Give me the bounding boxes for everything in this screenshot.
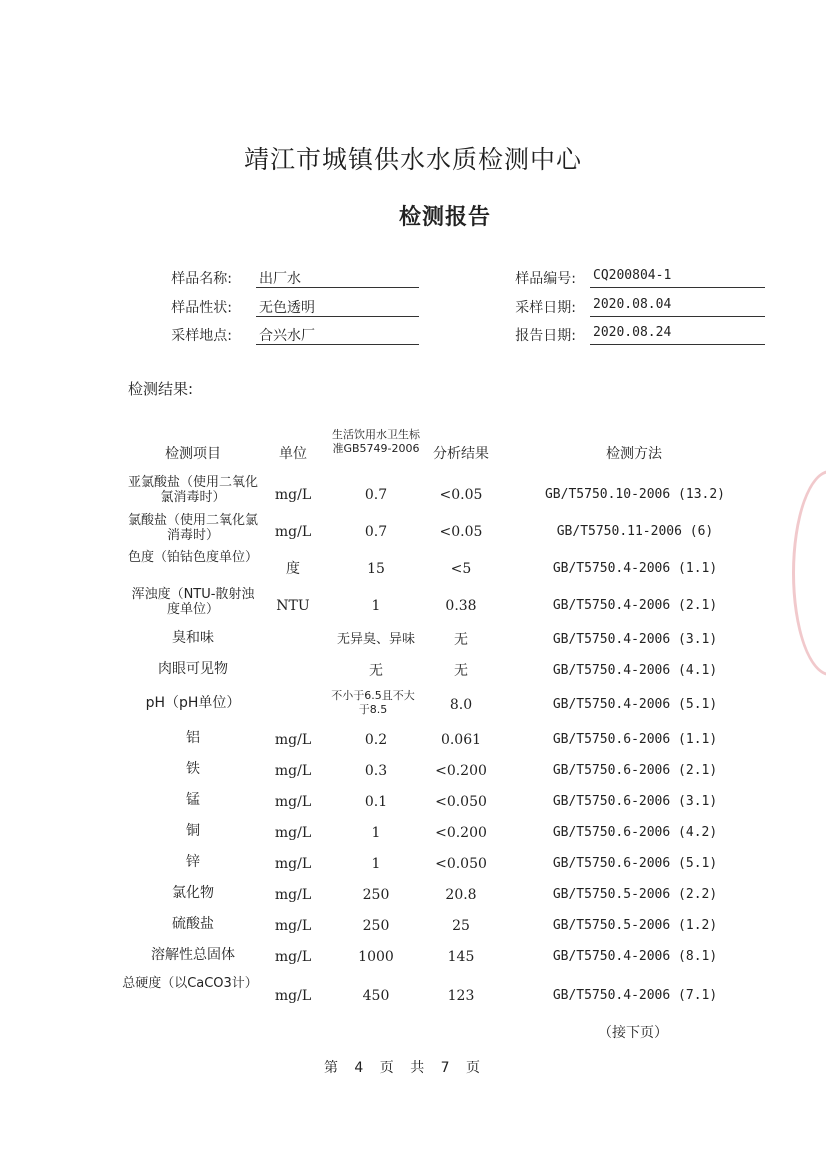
- standard-cell: 1: [371, 598, 381, 614]
- results-label: 检测结果:: [128, 380, 194, 398]
- item-name: 色度（铂钴色度单位）: [127, 550, 258, 565]
- continued-note: （接下页）: [598, 1025, 668, 1041]
- sample-state-label: 样品性状:: [171, 300, 232, 316]
- sampling-date-value: 2020.08.04: [590, 297, 765, 317]
- item-name: 铁: [186, 761, 200, 777]
- report-date-label: 报告日期:: [515, 328, 576, 344]
- red-seal-stamp-fragment: [792, 470, 826, 676]
- standard-cell: 0.3: [364, 763, 388, 779]
- sample-name-value: 出厂水: [256, 268, 419, 288]
- standard-cell: 1: [371, 825, 381, 841]
- unit-cell: mg/L: [274, 524, 312, 540]
- item-name: 溶解性总固体: [151, 947, 235, 963]
- unit-cell: mg/L: [274, 918, 312, 934]
- standard-cell: 0.1: [364, 794, 388, 810]
- method-cell: GB/T5750.6-2006 (4.2): [552, 825, 718, 840]
- result-cell: <0.050: [435, 856, 487, 872]
- method-cell: GB/T5750.6-2006 (5.1): [552, 856, 718, 871]
- result-cell: <0.05: [439, 524, 483, 540]
- result-cell: <0.200: [435, 825, 487, 841]
- standard-cell: 0.7: [364, 524, 388, 540]
- standard-cell: 250: [362, 887, 390, 903]
- sampling-location-value: 合兴水厂: [256, 325, 419, 345]
- item-name: 铝: [186, 730, 200, 746]
- column-header-method: 检测方法: [606, 446, 662, 462]
- result-cell: <0.05: [439, 487, 483, 503]
- result-cell: 20.8: [445, 887, 477, 903]
- standard-cell: 15: [367, 561, 385, 577]
- column-header-result: 分析结果: [433, 446, 489, 462]
- method-cell: GB/T5750.4-2006 (1.1): [552, 561, 718, 576]
- unit-cell: mg/L: [274, 949, 312, 965]
- unit-cell: mg/L: [274, 732, 312, 748]
- standard-cell: 不小于6.5且不大于8.5: [331, 689, 415, 716]
- result-cell: 145: [447, 949, 475, 965]
- sampling-location-label: 采样地点:: [171, 328, 232, 344]
- item-name: 肉眼可见物: [158, 661, 228, 677]
- unit-cell: 度: [286, 561, 300, 577]
- item-name: 浑浊度（NTU-散射浊度单位）: [131, 587, 255, 617]
- standard-cell: 450: [362, 988, 390, 1004]
- item-name: 总硬度（以CaCO3计）: [122, 976, 258, 991]
- unit-cell: mg/L: [274, 763, 312, 779]
- result-cell: 0.38: [445, 598, 477, 614]
- result-cell: <0.050: [435, 794, 487, 810]
- item-name: 臭和味: [172, 630, 214, 646]
- item-name: 锰: [186, 792, 200, 808]
- unit-cell: mg/L: [274, 487, 312, 503]
- unit-cell: mg/L: [274, 887, 312, 903]
- method-cell: GB/T5750.4-2006 (2.1): [552, 598, 718, 613]
- standard-cell: 1: [371, 856, 381, 872]
- column-header-unit: 单位: [279, 446, 307, 462]
- column-header-item: 检测项目: [165, 446, 221, 462]
- result-cell: 无: [454, 663, 468, 679]
- sample-state-value: 无色透明: [256, 297, 419, 317]
- method-cell: GB/T5750.4-2006 (5.1): [552, 697, 718, 712]
- method-cell: GB/T5750.4-2006 (4.1): [552, 663, 718, 678]
- method-cell: GB/T5750.4-2006 (7.1): [552, 988, 718, 1003]
- result-cell: 8.0: [449, 697, 473, 713]
- result-cell: <0.200: [435, 763, 487, 779]
- column-header-standard: 生活饮用水卫生标准GB5749-2006: [332, 428, 420, 455]
- organization-title: 靖江市城镇供水水质检测中心: [243, 145, 582, 174]
- method-cell: GB/T5750.10-2006 (13.2): [544, 487, 725, 502]
- standard-cell: 1000: [358, 949, 394, 965]
- sample-name-label: 样品名称:: [171, 271, 232, 287]
- method-cell: GB/T5750.6-2006 (2.1): [552, 763, 718, 778]
- unit-cell: mg/L: [274, 988, 312, 1004]
- sample-number-label: 样品编号:: [515, 271, 576, 287]
- method-cell: GB/T5750.6-2006 (3.1): [552, 794, 718, 809]
- item-name: 铜: [186, 823, 200, 839]
- report-title: 检测报告: [398, 205, 491, 230]
- method-cell: GB/T5750.4-2006 (3.1): [552, 632, 718, 647]
- unit-cell: mg/L: [274, 856, 312, 872]
- method-cell: GB/T5750.6-2006 (1.1): [552, 732, 718, 747]
- result-cell: 无: [454, 632, 468, 648]
- standard-cell: 0.2: [364, 732, 388, 748]
- unit-cell: NTU: [276, 598, 310, 614]
- sample-number-value: CQ200804-1: [590, 268, 765, 288]
- item-name: pH（pH单位）: [145, 695, 241, 711]
- result-cell: 123: [447, 988, 475, 1004]
- report-date-value: 2020.08.24: [590, 325, 765, 345]
- standard-cell: 0.7: [364, 487, 388, 503]
- method-cell: GB/T5750.5-2006 (2.2): [552, 887, 718, 902]
- page-number: 第 4 页 共 7 页: [323, 1060, 487, 1076]
- sampling-date-label: 采样日期:: [515, 300, 576, 316]
- unit-cell: mg/L: [274, 825, 312, 841]
- standard-cell: 无: [369, 663, 383, 679]
- method-cell: GB/T5750.5-2006 (1.2): [552, 918, 718, 933]
- method-cell: GB/T5750.11-2006 (6): [556, 524, 714, 539]
- result-cell: <5: [450, 561, 472, 577]
- item-name: 氯酸盐（使用二氧化氯消毒时）: [127, 513, 258, 543]
- method-cell: GB/T5750.4-2006 (8.1): [552, 949, 718, 964]
- result-cell: 0.061: [440, 732, 482, 748]
- item-name: 锌: [186, 854, 200, 870]
- result-cell: 25: [452, 918, 470, 934]
- item-name: 氯化物: [172, 885, 214, 901]
- item-name: 硫酸盐: [172, 916, 214, 932]
- item-name: 亚氯酸盐（使用二氧化氯消毒时）: [127, 475, 258, 505]
- standard-cell: 250: [362, 918, 390, 934]
- unit-cell: mg/L: [274, 794, 312, 810]
- standard-cell: 无异臭、异味: [336, 632, 415, 647]
